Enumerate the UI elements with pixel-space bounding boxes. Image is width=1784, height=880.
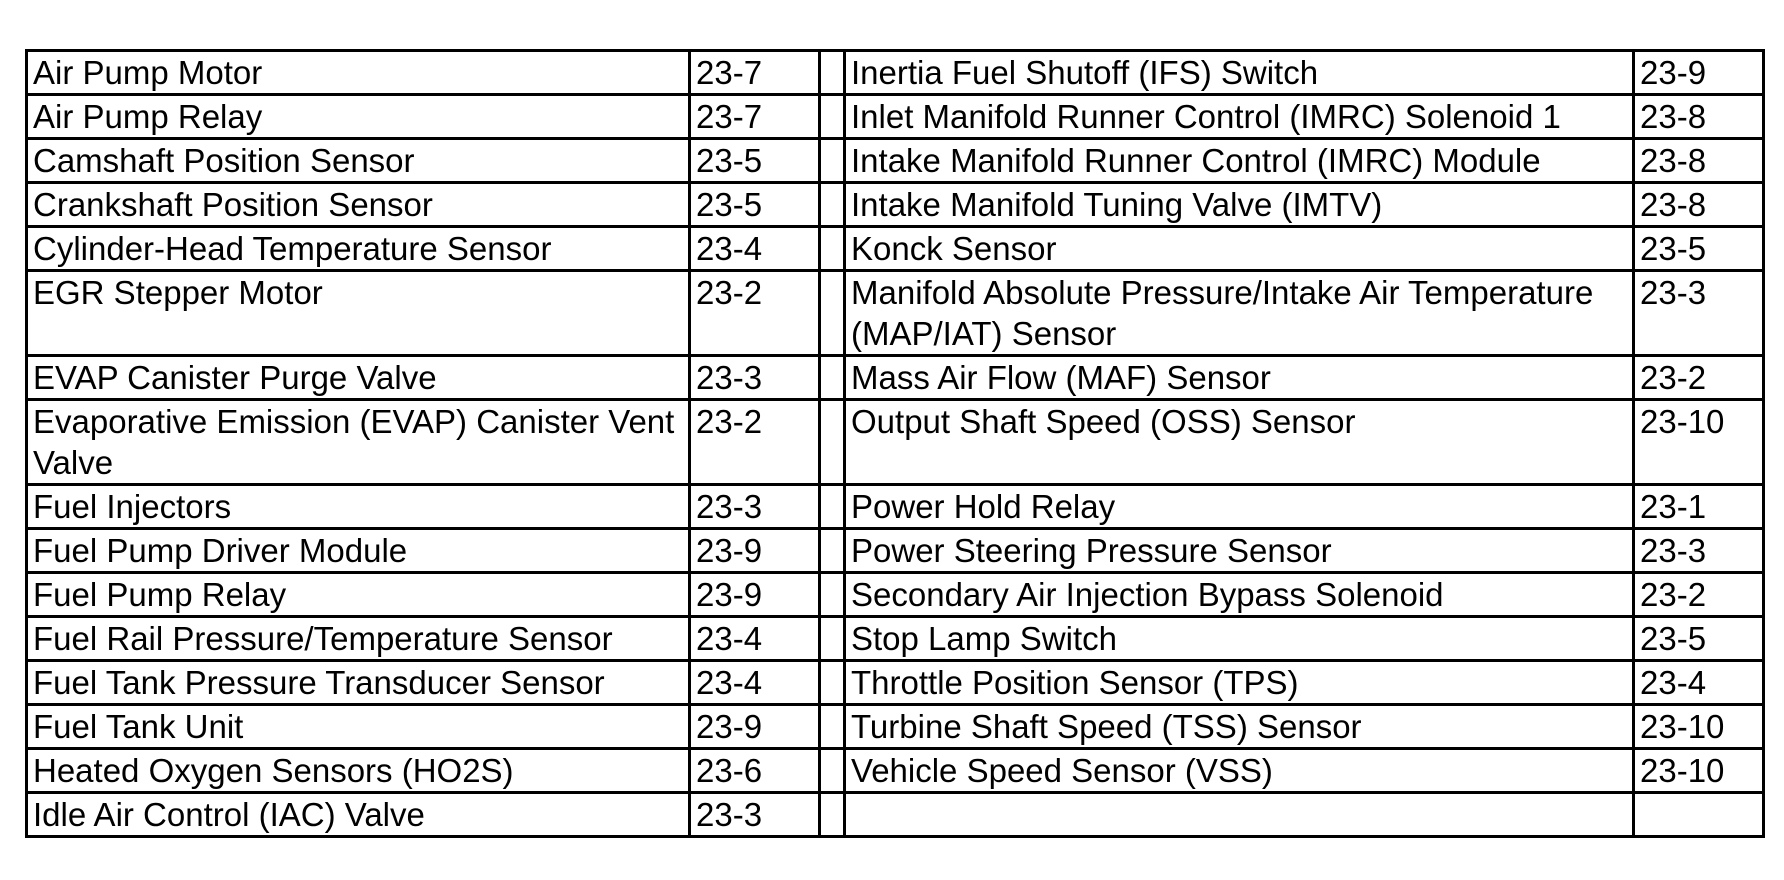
table-row <box>27 95 1764 139</box>
right-page-ref: 23-10 <box>1634 749 1764 793</box>
right-page-ref: 23-8 <box>1634 139 1764 183</box>
left-page-ref: 23-5 <box>690 139 820 183</box>
right-page-ref: 23-1 <box>1634 485 1764 529</box>
left-component-name: EGR Stepper Motor <box>27 271 690 356</box>
table-row <box>27 529 1764 573</box>
right-component-name: Manifold Absolute Pressure/Intake Air Temperature (MAP/IAT) Sensor <box>845 271 1634 356</box>
left-page-ref: 23-5 <box>690 183 820 227</box>
right-page-ref: 23-10 <box>1634 400 1764 485</box>
right-page-ref: 23-10 <box>1634 705 1764 749</box>
right-page-ref: 23-9 <box>1634 51 1764 95</box>
right-page-ref: 23-5 <box>1634 227 1764 271</box>
table-row <box>27 749 1764 793</box>
table-row <box>27 227 1764 271</box>
left-component-name: EVAP Canister Purge Valve <box>27 356 690 400</box>
right-page-ref: 23-3 <box>1634 271 1764 356</box>
column-divider <box>820 271 845 356</box>
right-component-name: Secondary Air Injection Bypass Solenoid <box>845 573 1634 617</box>
column-divider <box>820 749 845 793</box>
table-row <box>27 617 1764 661</box>
left-page-ref: 23-3 <box>690 485 820 529</box>
left-page-ref: 23-7 <box>690 95 820 139</box>
column-divider <box>820 227 845 271</box>
right-page-ref: 23-8 <box>1634 95 1764 139</box>
left-page-ref: 23-9 <box>690 529 820 573</box>
left-component-name: Fuel Pump Driver Module <box>27 529 690 573</box>
right-component-name: Turbine Shaft Speed (TSS) Sensor <box>845 705 1634 749</box>
component-index-table <box>25 49 1765 838</box>
column-divider <box>820 95 845 139</box>
table-row <box>27 485 1764 529</box>
right-page-ref: 23-4 <box>1634 661 1764 705</box>
right-component-name: Output Shaft Speed (OSS) Sensor <box>845 400 1634 485</box>
left-page-ref: 23-7 <box>690 51 820 95</box>
right-page-ref: 23-3 <box>1634 529 1764 573</box>
right-page-ref <box>1634 793 1764 837</box>
left-component-name: Heated Oxygen Sensors (HO2S) <box>27 749 690 793</box>
table-row <box>27 51 1764 95</box>
left-component-name: Fuel Tank Unit <box>27 705 690 749</box>
column-divider <box>820 617 845 661</box>
left-component-name: Idle Air Control (IAC) Valve <box>27 793 690 837</box>
right-page-ref: 23-5 <box>1634 617 1764 661</box>
left-page-ref: 23-9 <box>690 573 820 617</box>
right-component-name: Throttle Position Sensor (TPS) <box>845 661 1634 705</box>
left-page-ref: 23-2 <box>690 271 820 356</box>
left-page-ref: 23-6 <box>690 749 820 793</box>
column-divider <box>820 356 845 400</box>
column-divider <box>820 661 845 705</box>
table-row <box>27 661 1764 705</box>
column-divider <box>820 705 845 749</box>
left-component-name: Fuel Injectors <box>27 485 690 529</box>
table-row <box>27 400 1764 485</box>
table-row <box>27 573 1764 617</box>
column-divider <box>820 400 845 485</box>
table-row <box>27 356 1764 400</box>
column-divider <box>820 573 845 617</box>
table-row <box>27 705 1764 749</box>
left-component-name: Fuel Pump Relay <box>27 573 690 617</box>
left-component-name: Cylinder-Head Temperature Sensor <box>27 227 690 271</box>
right-component-name: Stop Lamp Switch <box>845 617 1634 661</box>
right-component-name: Vehicle Speed Sensor (VSS) <box>845 749 1634 793</box>
right-component-name: Intake Manifold Runner Control (IMRC) Module <box>845 139 1634 183</box>
left-component-name: Air Pump Motor <box>27 51 690 95</box>
left-component-name: Fuel Tank Pressure Transducer Sensor <box>27 661 690 705</box>
column-divider <box>820 529 845 573</box>
left-component-name: Evaporative Emission (EVAP) Canister Vent Valve <box>27 400 690 485</box>
left-page-ref: 23-3 <box>690 356 820 400</box>
left-component-name: Air Pump Relay <box>27 95 690 139</box>
left-page-ref: 23-3 <box>690 793 820 837</box>
right-component-name: Intake Manifold Tuning Valve (IMTV) <box>845 183 1634 227</box>
left-page-ref: 23-9 <box>690 705 820 749</box>
left-page-ref: 23-4 <box>690 617 820 661</box>
table-row <box>27 271 1764 356</box>
right-component-name: Konck Sensor <box>845 227 1634 271</box>
left-component-name: Crankshaft Position Sensor <box>27 183 690 227</box>
table-row <box>27 183 1764 227</box>
right-component-name: Power Hold Relay <box>845 485 1634 529</box>
right-component-name: Power Steering Pressure Sensor <box>845 529 1634 573</box>
column-divider <box>820 793 845 837</box>
left-component-name: Camshaft Position Sensor <box>27 139 690 183</box>
left-page-ref: 23-2 <box>690 400 820 485</box>
left-page-ref: 23-4 <box>690 661 820 705</box>
right-page-ref: 23-2 <box>1634 356 1764 400</box>
column-divider <box>820 51 845 95</box>
column-divider <box>820 139 845 183</box>
right-page-ref: 23-2 <box>1634 573 1764 617</box>
left-page-ref: 23-4 <box>690 227 820 271</box>
left-component-name: Fuel Rail Pressure/Temperature Sensor <box>27 617 690 661</box>
right-component-name: Inertia Fuel Shutoff (IFS) Switch <box>845 51 1634 95</box>
right-component-name <box>845 793 1634 837</box>
right-page-ref: 23-8 <box>1634 183 1764 227</box>
table-row <box>27 139 1764 183</box>
table-row <box>27 793 1764 837</box>
column-divider <box>820 485 845 529</box>
right-component-name: Inlet Manifold Runner Control (IMRC) Solenoid 1 <box>845 95 1634 139</box>
right-component-name: Mass Air Flow (MAF) Sensor <box>845 356 1634 400</box>
column-divider <box>820 183 845 227</box>
